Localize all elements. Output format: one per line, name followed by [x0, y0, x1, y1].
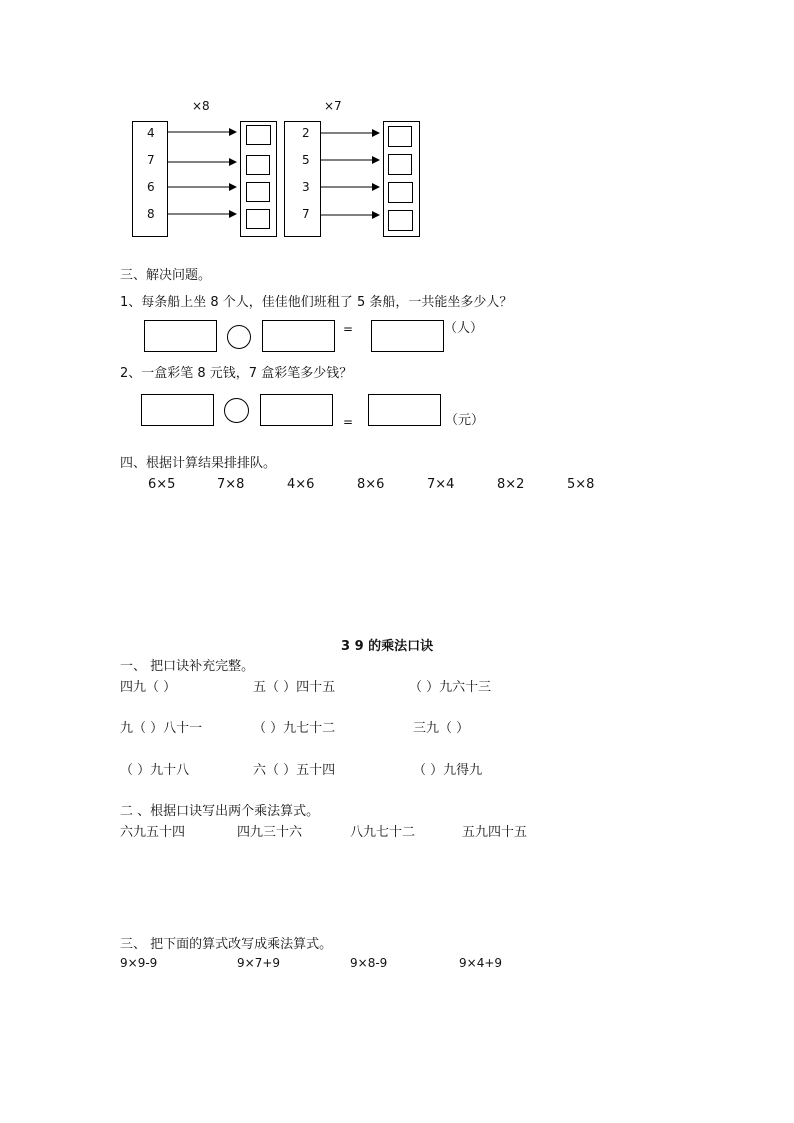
left-input-1: 4 — [147, 126, 155, 140]
right-input-3: 3 — [302, 180, 310, 194]
s2-item-1: 六九五十四 — [120, 825, 186, 840]
q1-operator-circle[interactable] — [227, 325, 251, 349]
expression-1: 6×5 — [148, 477, 176, 492]
q2-answer[interactable] — [368, 394, 441, 426]
q2-blank-2[interactable] — [260, 394, 333, 426]
s2-heading: 二 、根据口诀写出两个乘法算式。 — [120, 804, 320, 819]
left-input-2: 7 — [147, 153, 155, 167]
section3-heading: 三、解决问题。 — [120, 268, 212, 283]
q1-unit: （人） — [444, 321, 484, 336]
q1-answer[interactable] — [371, 320, 444, 352]
expression-2: 7×8 — [217, 477, 245, 492]
q1-equals: = — [343, 322, 354, 336]
right-input-2: 5 — [302, 153, 310, 167]
q2-unit: （元） — [445, 413, 485, 428]
rhyme-r2-c2: （ ）九七十二 — [253, 721, 336, 736]
rhyme-r1-c1: 四九（ ） — [120, 680, 177, 695]
expression-3: 4×6 — [287, 477, 315, 492]
right-input-1: 2 — [302, 126, 310, 140]
rhyme-r2-c3: 三九（ ） — [413, 721, 470, 736]
q1-blank-2[interactable] — [262, 320, 335, 352]
mapping-arrows — [0, 0, 794, 260]
q2-operator-circle[interactable] — [224, 398, 249, 423]
s1-heading: 一、 把口诀补充完整。 — [120, 659, 255, 674]
s3-item-3: 9×8-9 — [350, 956, 388, 970]
q2-text: 2、一盒彩笔 8 元钱，7 盒彩笔多少钱？ — [120, 366, 353, 381]
s3-item-4: 9×4+9 — [459, 956, 503, 970]
expression-4: 8×6 — [357, 477, 385, 492]
s2-item-3: 八九七十二 — [350, 825, 416, 840]
left-input-3: 6 — [147, 180, 155, 194]
expression-5: 7×4 — [427, 477, 455, 492]
expression-7: 5×8 — [567, 477, 595, 492]
rhyme-r3-c3: （ ）九得九 — [413, 763, 483, 778]
q2-equals: = — [343, 415, 354, 429]
q2-blank-1[interactable] — [141, 394, 214, 426]
part2-title: 3 9 的乘法口诀 — [341, 639, 434, 654]
s3-heading: 三、 把下面的算式改写成乘法算式。 — [120, 937, 333, 952]
rhyme-r3-c1: （ ）九十八 — [120, 763, 190, 778]
left-input-4: 8 — [147, 207, 155, 221]
q1-text: 1、每条船上坐 8 个人，佳佳他们班租了 5 条船，一共能坐多少人？ — [120, 295, 513, 310]
rhyme-r1-c2: 五（ ）四十五 — [253, 680, 336, 695]
section4-heading: 四、根据计算结果排排队。 — [120, 456, 277, 471]
rhyme-r2-c1: 九（ ）八十一 — [120, 721, 203, 736]
right-input-4: 7 — [302, 207, 310, 221]
s3-item-1: 9×9-9 — [120, 956, 158, 970]
rhyme-r3-c2: 六（ ）五十四 — [253, 763, 336, 778]
expression-6: 8×2 — [497, 477, 525, 492]
left-operator: ×8 — [192, 99, 210, 113]
s2-item-4: 五九四十五 — [462, 825, 528, 840]
q1-blank-1[interactable] — [144, 320, 217, 352]
right-operator: ×7 — [324, 99, 342, 113]
s2-item-2: 四九三十六 — [237, 825, 303, 840]
rhyme-r1-c3: （ ）九六十三 — [409, 680, 492, 695]
s3-item-2: 9×7+9 — [237, 956, 281, 970]
